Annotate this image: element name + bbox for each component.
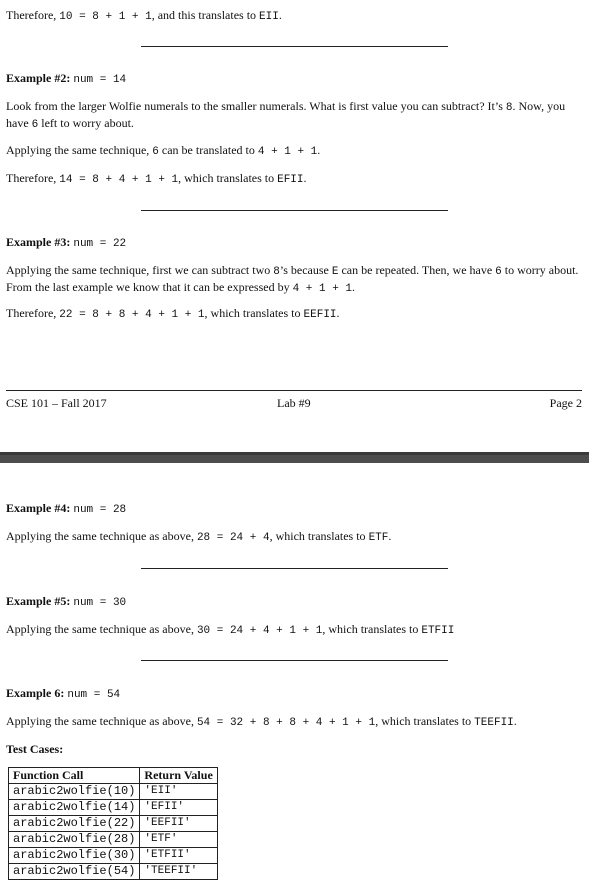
example-2-heading bbox=[6, 71, 582, 88]
wolfie-result: EFII bbox=[277, 174, 304, 186]
text: , which translates to bbox=[322, 622, 422, 636]
test-cases-table bbox=[8, 767, 218, 880]
example-3-heading bbox=[6, 235, 582, 252]
test-cases-heading bbox=[6, 742, 582, 757]
expression: num = 54 bbox=[67, 689, 121, 701]
table-row bbox=[9, 848, 218, 864]
text: Applying the same technique, first we can subtract two bbox=[6, 263, 274, 277]
section-divider bbox=[141, 46, 448, 47]
function-call-cell: arabic2wolfie(22) bbox=[9, 816, 140, 832]
heading: Test Cases: bbox=[6, 742, 64, 756]
footer-rule bbox=[6, 390, 582, 391]
expression: num = 14 bbox=[73, 74, 127, 86]
wolfie-result: EEFII bbox=[303, 309, 337, 321]
text: . bbox=[352, 280, 356, 294]
number: 8 bbox=[505, 102, 513, 114]
function-call-cell: arabic2wolfie(28) bbox=[9, 832, 140, 848]
return-value-cell: 'EII' bbox=[140, 784, 217, 800]
number: 8 bbox=[273, 266, 280, 278]
return-value-cell: 'ETF' bbox=[140, 832, 217, 848]
text: , which translates to bbox=[269, 529, 369, 543]
table-header-row bbox=[9, 768, 218, 784]
heading: Example #5: bbox=[6, 594, 71, 608]
return-value-cell: 'ETFII' bbox=[140, 848, 217, 864]
return-value-cell: 'TEEFII' bbox=[140, 864, 217, 880]
example-6-heading bbox=[6, 686, 582, 703]
column-header-return-value: Return Value bbox=[140, 768, 217, 784]
example-2-paragraph-2 bbox=[6, 143, 582, 160]
return-value-cell: 'EEFII' bbox=[140, 816, 217, 832]
text: , which translates to bbox=[375, 714, 475, 728]
heading: Example #4: bbox=[6, 501, 71, 515]
heading: Example #3: bbox=[6, 235, 71, 249]
table-row bbox=[9, 816, 218, 832]
footer-page-number: Page 2 bbox=[549, 396, 582, 410]
text: , which translates to bbox=[178, 171, 278, 185]
text: , and this translates to bbox=[151, 8, 260, 22]
example-4-heading bbox=[6, 501, 582, 518]
text: ’s because bbox=[279, 263, 332, 277]
wolfie-result: ETF bbox=[368, 532, 389, 544]
text: to worry about. From the last example we know that it can be expressed by bbox=[6, 263, 579, 294]
example-1-conclusion bbox=[6, 8, 582, 25]
example-4-paragraph bbox=[6, 529, 582, 546]
function-call-cell: arabic2wolfie(10) bbox=[9, 784, 140, 800]
text: Applying the same technique as above, bbox=[6, 714, 197, 728]
table-row bbox=[9, 832, 218, 848]
wolfie-numeral: E bbox=[331, 266, 339, 278]
page-break bbox=[0, 452, 589, 463]
expression: 54 = 32 + 8 + 8 + 4 + 1 + 1 bbox=[196, 717, 376, 729]
expression: 14 = 8 + 4 + 1 + 1 bbox=[59, 174, 179, 186]
example-3-paragraph-1 bbox=[6, 263, 582, 297]
expression: num = 22 bbox=[73, 238, 127, 250]
wolfie-result: EII bbox=[259, 11, 279, 23]
heading: Example 6: bbox=[6, 686, 65, 700]
footer-course: CSE 101 – Fall 2017 bbox=[6, 396, 107, 410]
function-call-cell: arabic2wolfie(54) bbox=[9, 864, 140, 880]
section-divider bbox=[141, 568, 448, 569]
text: . bbox=[317, 143, 321, 157]
expression: 4 + 1 + 1 bbox=[292, 283, 353, 295]
section-divider bbox=[141, 660, 448, 661]
heading: Example #2: bbox=[6, 71, 71, 85]
table-row bbox=[9, 864, 218, 880]
text: Applying the same technique as above, bbox=[6, 622, 197, 636]
text: . bbox=[278, 8, 282, 22]
text: can be translated to bbox=[158, 143, 258, 157]
table-row bbox=[9, 784, 218, 800]
wolfie-result: ETFII bbox=[421, 625, 455, 637]
text: Applying the same technique, bbox=[6, 143, 153, 157]
number: 6 bbox=[31, 119, 39, 131]
example-2-conclusion bbox=[6, 171, 582, 188]
expression: 28 = 24 + 4 bbox=[196, 532, 270, 544]
example-6-paragraph bbox=[6, 714, 582, 731]
expression: 10 = 8 + 1 + 1 bbox=[59, 11, 152, 23]
text: , which translates to bbox=[204, 306, 304, 320]
example-5-paragraph bbox=[6, 622, 582, 639]
function-call-cell: arabic2wolfie(14) bbox=[9, 800, 140, 816]
expression: num = 28 bbox=[73, 504, 127, 516]
expression: num = 30 bbox=[73, 597, 127, 609]
example-2-paragraph-1 bbox=[6, 99, 582, 133]
text: can be repeated. Then, we have bbox=[338, 263, 496, 277]
text: left to worry about. bbox=[38, 116, 134, 130]
text: Applying the same technique as above, bbox=[6, 529, 197, 543]
column-header-function-call: Function Call bbox=[9, 768, 140, 784]
function-call-cell: arabic2wolfie(30) bbox=[9, 848, 140, 864]
text: . bbox=[513, 714, 517, 728]
footer-lab: Lab #9 bbox=[277, 396, 311, 410]
text: Therefore, bbox=[6, 171, 60, 185]
text: . bbox=[303, 171, 307, 185]
return-value-cell: 'EFII' bbox=[140, 800, 217, 816]
text: Therefore, bbox=[6, 306, 60, 320]
text: . Now, you have bbox=[6, 99, 566, 130]
text: . bbox=[388, 529, 392, 543]
text: Look from the larger Wolfie numerals to the smaller numerals. What is first value you can subtract? It’s bbox=[6, 99, 506, 113]
expression: 22 = 8 + 8 + 4 + 1 + 1 bbox=[59, 309, 205, 321]
section-divider bbox=[141, 210, 448, 211]
text: . bbox=[336, 306, 340, 320]
number: 6 bbox=[495, 266, 502, 278]
example-3-conclusion bbox=[6, 306, 582, 323]
number: 6 bbox=[152, 146, 159, 158]
wolfie-result: TEEFII bbox=[474, 717, 514, 729]
table-row bbox=[9, 800, 218, 816]
expression: 30 = 24 + 4 + 1 + 1 bbox=[196, 625, 323, 637]
text: Therefore, bbox=[6, 8, 60, 22]
page-footer bbox=[6, 396, 582, 412]
expression: 4 + 1 + 1 bbox=[257, 146, 318, 158]
example-5-heading bbox=[6, 594, 582, 611]
